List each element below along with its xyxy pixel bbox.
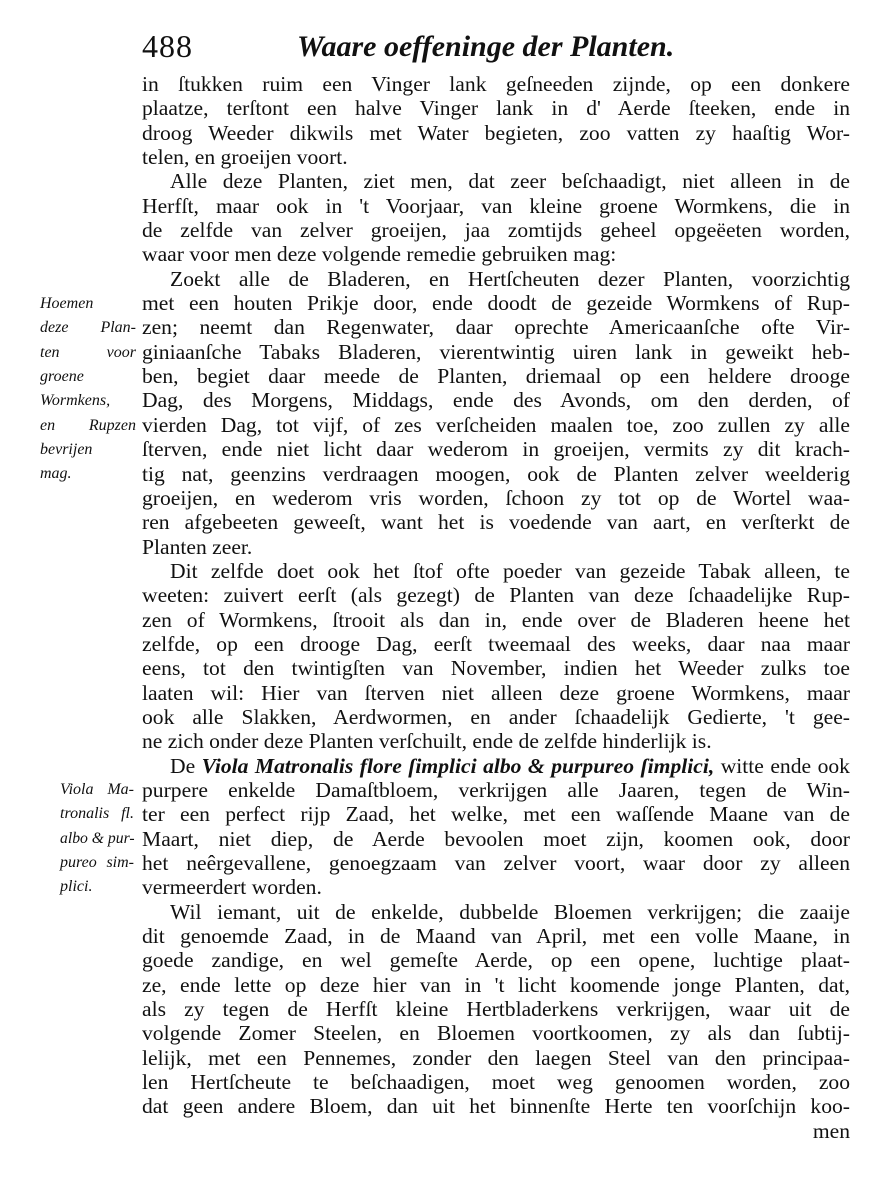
text-line: ben, begiet daar meede de Planten, driemaal op een heldere drooge <box>142 364 850 389</box>
text-line: plaatze, terſtont een halve Vinger lank in d' Aerde ſteeken, ende in <box>142 96 850 121</box>
text-line: ter een perfect rijp Zaad, het welke, met een waſſende Maane van de <box>142 802 850 827</box>
note-line: en Rupzen <box>40 416 136 434</box>
text-line: zen of Wormkens, ſtrooit als dan in, ende over de Bladeren heene het <box>142 607 850 632</box>
marginal-note-worms <box>40 292 136 487</box>
text-line: waar voor men deze volgende remedie gebruiken mag: <box>142 242 617 267</box>
text-line: groeijen, en wederom vris worden, ſchoon zy tot op de Wortel waa- <box>142 485 850 510</box>
text-line: dat geen andere Bloem, dan uit het binnenſte Herte ten voorſchijn koo- <box>142 1094 850 1119</box>
note-line: deze Plan- <box>40 319 136 337</box>
note-line: Wormkens, <box>40 392 111 410</box>
note-line: mag. <box>40 465 72 483</box>
note-line: bevrijen <box>40 441 93 459</box>
note-line: groene <box>40 368 84 386</box>
text-line: len Hertſcheute te beſchaadigen, moet weg genoomen worden, zoo <box>142 1070 850 1095</box>
text-line: vierden Dag, tot vijf, of zes verſcheiden maalen toe, zoo zullen zy alle <box>142 412 850 437</box>
viola-species-name: Viola Matronalis flore ſimplici albo & purpureo ſimplici, <box>201 753 715 778</box>
text-line: in ſtukken ruim een Vinger lank geſneeden zijnde, op een donkere <box>142 72 850 96</box>
text-line: volgende Zomer Steelen, en Bloemen voortkoomen, zy als dan ſubtij- <box>142 1021 850 1046</box>
text-line: Zoekt alle de Bladeren, en Hertſcheuten dezer Planten, voorzichtig <box>170 266 850 291</box>
catchword: men <box>812 1118 850 1143</box>
text-line: Wil iemant, uit de enkelde, dubbelde Bloemen verkrijgen; die zaaije <box>170 899 850 924</box>
text-line: droog Weeder dikwils met Water begieten, zoo vatten zy haaſtig Wor- <box>142 120 850 145</box>
text-line: vermeerdert worden. <box>142 875 322 900</box>
text-line: ook alle Slakken, Aerdwormen, en ander ſchaadelijk Gedierte, 't gee- <box>142 704 850 729</box>
note-line: tronalis fl. <box>60 805 134 823</box>
text-line: zen; neemt dan Regenwater, daar oprechte Americaanſche ofte Vir- <box>142 315 850 340</box>
text-line: ne zich onder deze Planten verſchuilt, ende de zelfde hinderlijk is. <box>142 729 712 754</box>
text-line: Maart, niet diep, de Aerde bevoolen moet zijn, koomen ook, door <box>142 826 850 851</box>
viola-lead: De <box>170 753 196 778</box>
text-line: zelfde, op een drooge Dag, eerſt tweemaal des weeks, daar naa maar <box>142 631 850 656</box>
text-line: goede zandige, en wel gemeſte Aerde, op een opene, luchtige plaat- <box>142 948 850 973</box>
page-number: 488 <box>142 28 193 64</box>
text-line: met een houten Prikje door, ende doodt de gezeide Wormkens of Rup- <box>142 291 850 316</box>
text-line: de zelfde van zelver groeijen, jaa zomtijds geheel opgeëeten worden, <box>142 218 850 243</box>
text-line: tig nat, geenzins verdraagen moogen, ook de Planten zelver weelderig <box>142 461 850 486</box>
note-line: albo & pur- <box>60 829 135 847</box>
note-line: plici. <box>60 878 93 896</box>
text-line: ze, ende lette op deze hier van in 't licht koomende jonge Planten, dat, <box>142 972 850 997</box>
text-line: purpere enkelde Damaſtbloem, verkrijgen alle Jaaren, tegen de Win- <box>142 777 850 802</box>
text-line: lelijk, met een Pennemes, zonder den laegen Steel van den principaa- <box>142 1045 850 1070</box>
text-line: weeten: zuivert eerſt (als gezegt) de Planten van deze ſchaadelijke Rup- <box>142 583 850 608</box>
text-line: als zy tegen de Herfſt kleine Hertbladerkens verkrijgen, waar uit de <box>142 997 850 1022</box>
text-line: Herfſt, maar ook in 't Voorjaar, van kleine groene Wormkens, die in <box>142 193 850 218</box>
text-line: Dit zelfde doet ook het ſtof ofte poeder van gezeide Tabak alleen, te <box>170 558 850 583</box>
text-line: Planten zeer. <box>142 534 253 559</box>
text-line: ren afgebeeten geweeſt, want het is voedende van aart, en verſterkt de <box>142 510 850 535</box>
text-line: eens, tot den twintigſten van November, indien het Weeder zulks toe <box>142 656 850 681</box>
running-title: Waare oeffeninge der Planten. <box>297 30 675 63</box>
body-text <box>142 72 850 1143</box>
viola-tail: witte ende ook <box>720 753 850 778</box>
note-line: ten voor <box>40 343 136 361</box>
text-line: het neêrgevallene, genoegzaam van zelver voort, waar door zy alleen <box>142 851 850 875</box>
text-line: giniaanſche Tabaks Bladeren, vierentwintig uiren lank in geweikt heb- <box>142 339 850 364</box>
text-line: Alle deze Planten, ziet men, dat zeer beſchaadigt, niet alleen in de <box>170 169 850 194</box>
note-line: pureo sim- <box>60 854 134 872</box>
marginal-note-viola <box>60 778 134 900</box>
text-line: ſterven, ende niet licht daar wederom in groeijen, vermits zy dit krach- <box>142 437 850 462</box>
note-line: Hoemen <box>40 295 94 312</box>
page-header <box>142 28 842 68</box>
text-line: dit genoemde Zaad, in de Maand van April, met een volle Maane, in <box>142 924 850 949</box>
viola-line <box>142 754 850 778</box>
note-line: Viola Ma- <box>60 781 134 798</box>
text-line: Dag, des Morgens, Middags, ende des Avonds, om den derden, of <box>142 388 850 413</box>
text-line: telen, en groeijen voort. <box>142 145 348 170</box>
text-line: laaten wil: Hier van ſterven niet alleen deze groene Wormkens, maar <box>142 680 850 705</box>
